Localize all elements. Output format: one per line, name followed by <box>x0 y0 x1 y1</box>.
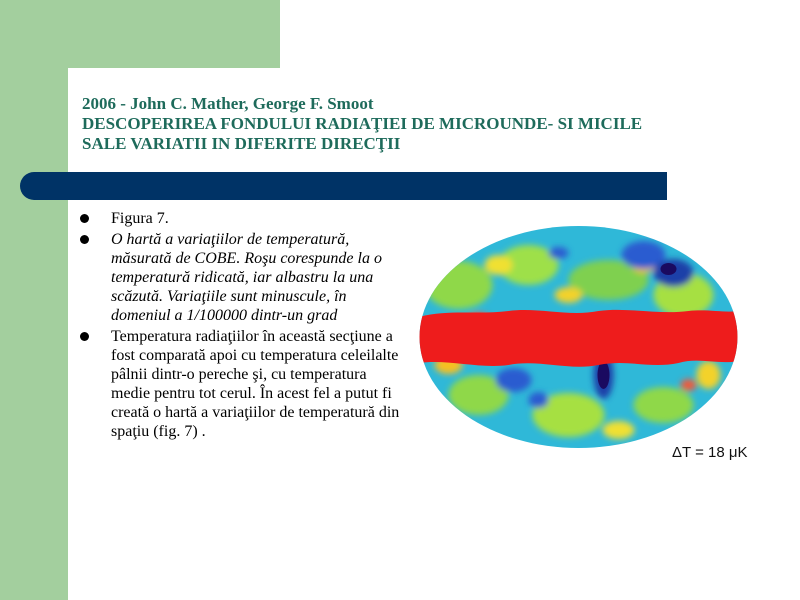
slide-title <box>82 94 782 154</box>
bullet-dot-icon <box>80 332 89 341</box>
top-green-block <box>68 0 280 68</box>
cmb-temperature-map <box>418 225 739 450</box>
bullet-dot-icon <box>80 214 89 223</box>
title-divider-bar <box>20 172 667 200</box>
bullet-dot-icon <box>80 235 89 244</box>
figure-label: ΔT = 18 μK <box>672 444 748 461</box>
title-line-3: SALE VARIATII IN DIFERITE DIRECŢII <box>82 134 401 153</box>
title-line-2: DESCOPERIREA FONDULUI RADIAŢIEI DE MICROUNDE- SI MICILE <box>82 114 643 133</box>
bullet-text: Figura 7. <box>111 210 169 227</box>
bullet-list <box>80 209 400 443</box>
bullet-text: O hartă a variaţiilor de temperatură, măsurată de COBE. Roşu corespunde la o temperatură ridicată, iar albastru la una scăzută. Variaţiile sunt minuscule, în domeniul a 1/100000 dintr-un grad <box>111 231 382 324</box>
bullet-item <box>80 209 400 228</box>
left-green-band <box>0 0 68 600</box>
bullet-item <box>80 327 400 441</box>
bullet-text: Temperatura radiaţiilor în această secţiune a fost comparată apoi cu temperatura celeilalte pâlnii dintr-o pereche şi, cu temperatura medie pentru tot cerul. În acest fel a putut fi creată o hartă a variaţiilor de temperatură din spaţiu (fig. 7) . <box>111 328 400 440</box>
title-line-1: 2006 - John C. Mather, George F. Smoot <box>82 94 374 113</box>
bullet-item <box>80 230 400 325</box>
